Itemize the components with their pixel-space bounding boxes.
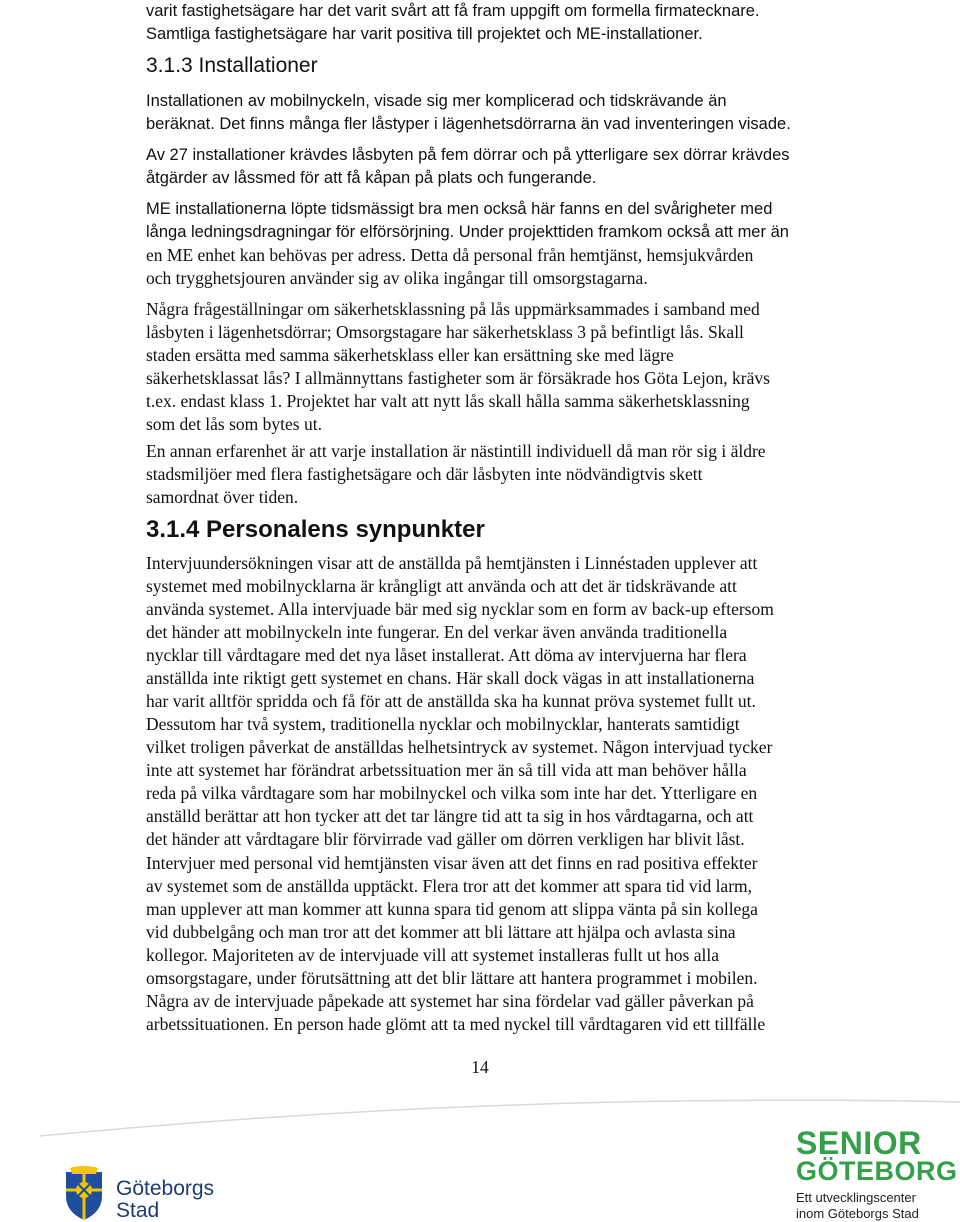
section-heading-314: 3.1.4 Personalens synpunkter (146, 516, 485, 543)
tagline-line: Ett utvecklingscenter (796, 1190, 916, 1205)
text-line: det händer att vårdtagare blir förvirrade vad gäller om dörren verkligen har blivit låst. (146, 829, 745, 849)
text-line: Av 27 installationer krävdes låsbyten på fem dörrar och på ytterligare sex dörrar krävdes (146, 146, 790, 164)
text-line: Dessutom har två system, traditionella nycklar och mobilnycklar, hanterats samtidigt (146, 714, 740, 734)
logo-tagline (796, 1190, 946, 1222)
text-line: vilket troligen påverkat de anställdas helhetsintryck av systemet. Någon intervjuad tycker (146, 737, 773, 757)
text-line: Några av de intervjuade påpekade att systemet har sina fördelar vad gäller påverkan på (146, 991, 754, 1011)
text-line: systemet med mobilnycklarna är krångligt att använda och att det är tidskrävande att (146, 576, 737, 596)
text-line: vid dubbelgång och man tror att det kommer att bli lättare att hjälpa och avlasta sina (146, 922, 736, 942)
text-line: beräknat. Det finns många fler låstyper i lägenhetsdörrarna än vad inventeringen visade. (146, 115, 791, 133)
text-line: åtgärder av låssmed för att få kåpan på plats och fungerande. (146, 169, 597, 187)
logo-line: Göteborgs (116, 1177, 215, 1200)
goteborg-wordmark: GÖTEBORG (796, 1156, 958, 1186)
paragraph (146, 552, 774, 851)
senior-wordmark: SENIOR (796, 1125, 922, 1161)
paragraph (146, 198, 789, 290)
text-line: har varit alltför spridda och få för att de anställda ska ha kunnat pröva systemet fullt ut. (146, 691, 756, 711)
paragraph (146, 852, 765, 1036)
goteborg-crest-icon (62, 1166, 106, 1222)
text-line: som det lås som bytes ut. (146, 414, 322, 434)
goteborgs-stad-logo (62, 1166, 222, 1222)
text-line: stadsmiljöer med flera fastighetsägare och där låsbyten inte nödvändigtvis skett (146, 464, 703, 484)
goteborgs-stad-name (116, 1178, 214, 1222)
text-line: och trygghetsjouren använder sig av olika ingångar till omsorgstagarna. (146, 268, 648, 288)
text-line: inte att systemet har förändrat arbetssituation mer än så till vida att man behöver hålla (146, 760, 747, 780)
text-line: ME installationerna löpte tidsmässigt bra men också här fanns en del svårigheter med (146, 200, 773, 218)
text-line: Installationen av mobilnyckeln, visade sig mer komplicerad och tidskrävande än (146, 92, 727, 110)
text-line: av systemet som de anställda upptäckt. Flera tror att det kommer att spara tid vid larm, (146, 876, 753, 896)
text-line: anställda inte riktigt gett systemet en chans. Här skall dock vägas in att installationerna (146, 668, 755, 688)
text-line: omsorgstagare, under förutsättning att det blir lättare att hantera programmet i mobilen. (146, 968, 758, 988)
text-line: En annan erfarenhet är att varje installation är nästintill individuell då man rör sig i äldre (146, 441, 766, 461)
text-line: Intervjuundersökningen visar att de anställda på hemtjänsten i Linnéstaden upplever att (146, 553, 758, 573)
text-line: samordnat över tiden. (146, 487, 299, 507)
text-line: staden ersätta med samma säkerhetsklass eller kan ersättning ske med lägre (146, 345, 674, 365)
text-line: kollegor. Majoriteten av de intervjuade vill att systemet installeras fullt ut hos alla (146, 945, 719, 965)
text-line: arbetssituationen. En person hade glömt att ta med nyckel till vårdtagaren vid ett tillfälle (146, 1014, 766, 1034)
text-line: anställd berättar att hon tycker att det tar längre tid att ta sig in hos vårdtagarna, och att (146, 806, 754, 826)
text-line: låsbyten i lägenhetsdörrar; Omsorgstagare har säkerhetsklass 3 på befintligt lås. Skall (146, 322, 744, 342)
page-number: 14 (471, 1057, 489, 1077)
tagline-line: inom Göteborgs Stad (796, 1206, 919, 1221)
text-line: t.ex. endast klass 1. Projektet har valt att nytt lås skall hålla samma säkerhetsklassning (146, 391, 750, 411)
intro-paragraph (146, 0, 760, 46)
paragraph (146, 440, 766, 509)
text-line: Samtliga fastighetsägare har varit positiva till projektet och ME-installationer. (146, 25, 703, 43)
text-line: det händer att mobilnyckeln inte fungerar. En del verkar även använda traditionella (146, 622, 728, 642)
section-heading-313: 3.1.3 Installationer (146, 54, 318, 77)
text-line: reda på vilka vårdtagare som har mobilnyckel och vilka som inte har det. Ytterligare en (146, 783, 758, 803)
text-line: nycklar till vårdtagare med det nya låset installerat. Att döma av intervjuerna har flera (146, 645, 747, 665)
paragraph (146, 90, 791, 136)
paragraph (146, 144, 790, 190)
senior-goteborg-logo (796, 1125, 958, 1222)
paragraph (146, 298, 770, 436)
text-line: en ME enhet kan behövas per adress. Detta då personal från hemtjänst, hemsjukvården (146, 245, 754, 265)
text-line: säkerhetsklassat lås? I allmännyttans fastigheter som är försäkrade hos Göta Lejon, krävs (146, 368, 770, 388)
text-line: man upplever att man kommer att kunna spara tid genom att slippa vänta på sin kollega (146, 899, 758, 919)
text-line: varit fastighetsägare har det varit svårt att få fram uppgift om formella firmatecknare. (146, 2, 760, 20)
text-line: långa ledningsdragningar för elförsörjning. Under projekttiden framkom också att mer än (146, 223, 789, 241)
text-line: använda systemet. Alla intervjuade bär med sig nycklar som en form av back-up eftersom (146, 599, 774, 619)
logo-line: Stad (116, 1199, 160, 1222)
text-line: Intervjuer med personal vid hemtjänsten visar även att det finns en rad positiva effekter (146, 853, 758, 873)
text-line: Några frågeställningar om säkerhetsklassning på lås uppmärksammades i samband med (146, 299, 760, 319)
